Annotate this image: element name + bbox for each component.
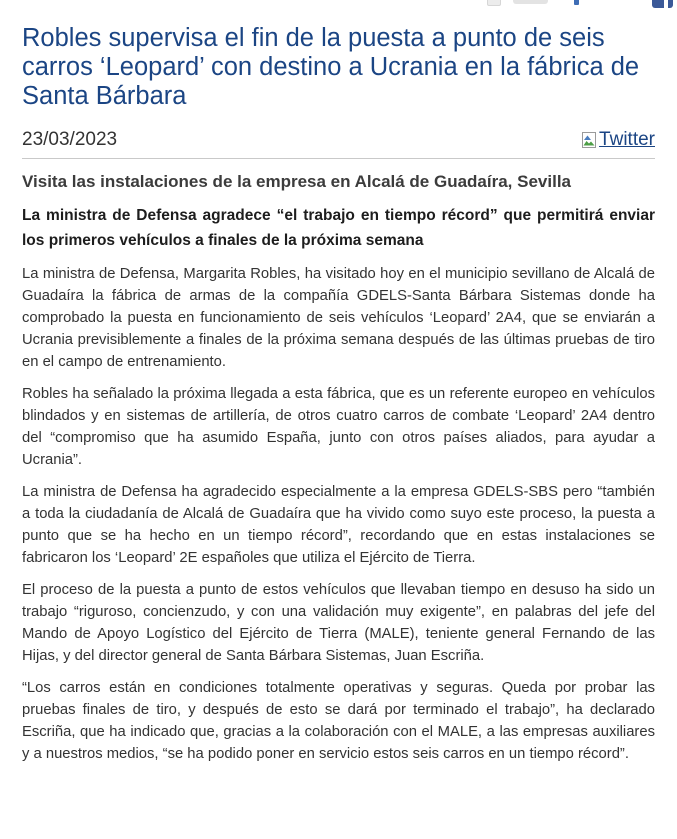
article-paragraph-5: “Los carros están en condiciones totalmente operativas y seguras. Queda por probar las pruebas finales de tiro, y después de esto se dará por terminado el trabajo”, ha declarado Escriña, que ha indicado que, gracias a la colaboración con el MALE, a las empresas auxiliares y a nuestros medios, “se ha podido poner en servicio estos seis carros en un tiempo récord”.	[22, 680, 655, 762]
share-toolbar	[0, 0, 677, 9]
article-paragraph-3: La ministra de Defensa ha agradecido especialmente a la empresa GDELS-SBS pero “también a toda la ciudadanía de Alcalá de Guadaíra que ha vivido como suyo este proceso, la puesta a punto que se ha hecho en un tiempo récord”, recordando que en estas instalaciones se fabricaron los ‘Leopard’ 2E españoles que utiliza el Ejército de Tierra.	[22, 484, 655, 566]
article-paragraph-2: Robles ha señalado la próxima llegada a esta fábrica, que es un referente europeo en vehículos blindados y en sistemas de artillería, de otros cuatro carros de combate ‘Leopard’ 2A4 dentro del “compromiso que ha asumido España, junto con otros países aliados, para ayudar a Ucrania”.	[22, 386, 655, 468]
twitter-link[interactable]	[582, 129, 655, 151]
facebook-share-icon[interactable]	[652, 0, 673, 8]
broken-image-icon	[582, 132, 597, 148]
divider-line	[22, 158, 655, 159]
article-paragraph-4: El proceso de la puesta a punto de estos vehículos que llevaban tiempo en desuso ha sido un trabajo “riguroso, concienzudo, y con una validación muy exigente”, en palabras del jefe del Mando de Apoyo Logístico del Ejército de Tierra (MALE), teniente general Fernando de las Hijas, y del director general de Santa Bárbara Sistemas, Juan Escriña.	[22, 582, 655, 664]
article-lead: La ministra de Defensa agradece “el trabajo en tiempo récord” que permitirá enviar los primeros vehículos a finales de la próxima semana	[22, 207, 655, 249]
facebook-f-glyph	[664, 0, 668, 8]
article-subtitle: Visita las instalaciones de la empresa en Alcalá de Guadaíra, Sevilla	[22, 172, 571, 191]
twitter-link-label[interactable]: Twitter	[599, 129, 655, 150]
article-paragraph-1: La ministra de Defensa, Margarita Robles, ha visitado hoy en el municipio sevillano de Alcalá de Guadaíra la fábrica de armas de la compañía GDELS-Santa Bárbara Sistemas donde ha comprobado la puesta en funcionamiento de seis vehículos ‘Leopard’ 2A4, que se enviarán a Ucrania previsiblemente a finales de la próxima semana después de las últimas pruebas de tiro en el campo de entrenamiento.	[22, 266, 655, 370]
gray-square-button-icon[interactable]	[487, 0, 501, 6]
twitter-share-icon[interactable]	[574, 0, 579, 5]
gray-pill-button-icon[interactable]	[513, 0, 548, 4]
article-title: Robles supervisa el fin de la puesta a punto de seis carros ‘Leopard’ con destino a Ucrania en la fábrica de Santa Bárbara	[22, 24, 640, 110]
meta-row	[22, 127, 655, 153]
article-date: 23/03/2023	[22, 129, 118, 150]
